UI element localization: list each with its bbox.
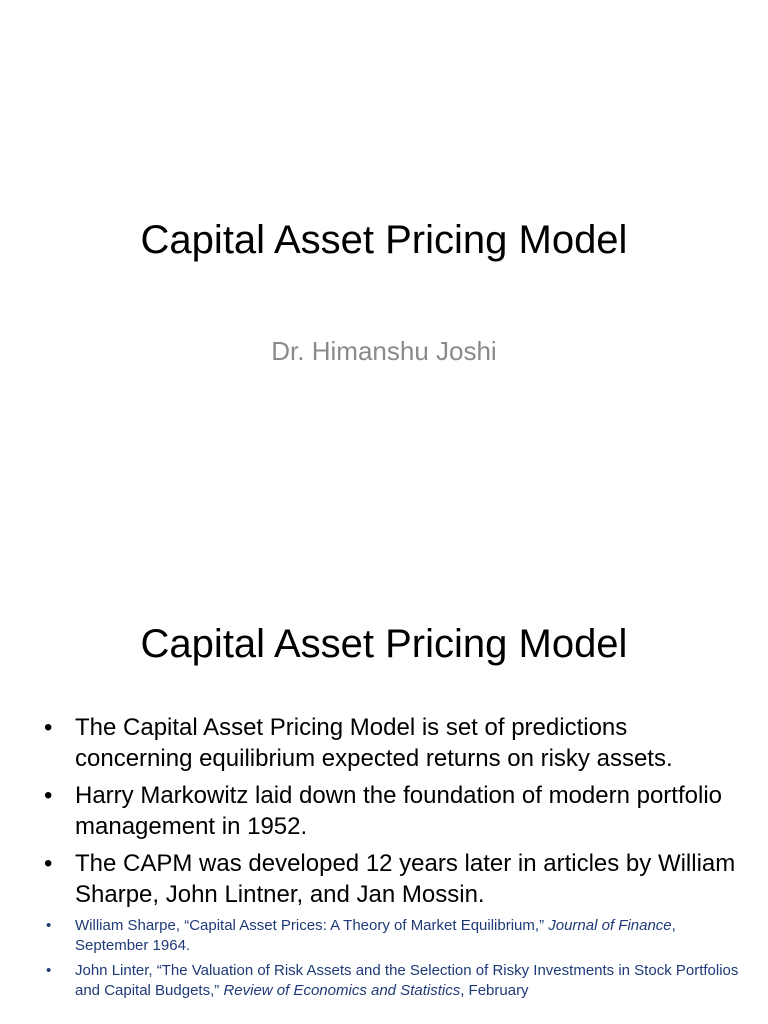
reference-date: , September 1964.: [75, 917, 676, 954]
list-item: [44, 848, 744, 910]
bullet-icon: •: [44, 850, 53, 877]
journal-name: Journal of Finance: [548, 917, 672, 934]
bullet-text: Harry Markowitz laid down the foundation of modern portfolio management in 1952.: [75, 782, 722, 840]
bullet-icon: •: [44, 714, 53, 741]
reference-item: [44, 916, 744, 956]
bullet-icon: •: [44, 782, 53, 809]
content-slide: [0, 576, 768, 1024]
slide-subtitle: Dr. Himanshu Joshi: [271, 336, 497, 366]
journal-name: Review of Economics and Statistics: [223, 982, 461, 999]
slide-title: Capital Asset Pricing Model: [140, 218, 628, 262]
reference-date: , February: [460, 982, 529, 999]
bullet-icon: •: [46, 917, 52, 934]
reference-text: John Linter, “The Valuation of Risk Assets and the Selection of Risky Investments in Stock Portfolios and Capital Budgets,”: [75, 962, 739, 999]
bullet-list: [44, 712, 744, 1006]
slide-title: Capital Asset Pricing Model: [140, 622, 628, 666]
reference-text: William Sharpe, “Capital Asset Prices: A Theory of Market Equilibrium,”: [75, 917, 549, 934]
bullet-icon: •: [46, 962, 52, 979]
reference-item: [44, 961, 744, 1001]
list-item: [44, 712, 744, 774]
list-item: [44, 780, 744, 842]
bullet-text: The Capital Asset Pricing Model is set of predictions concerning equilibrium expected returns on risky assets.: [75, 714, 673, 772]
bullet-text: The CAPM was developed 12 years later in articles by William Sharpe, John Lintner, and Jan Mossin.: [75, 850, 736, 908]
